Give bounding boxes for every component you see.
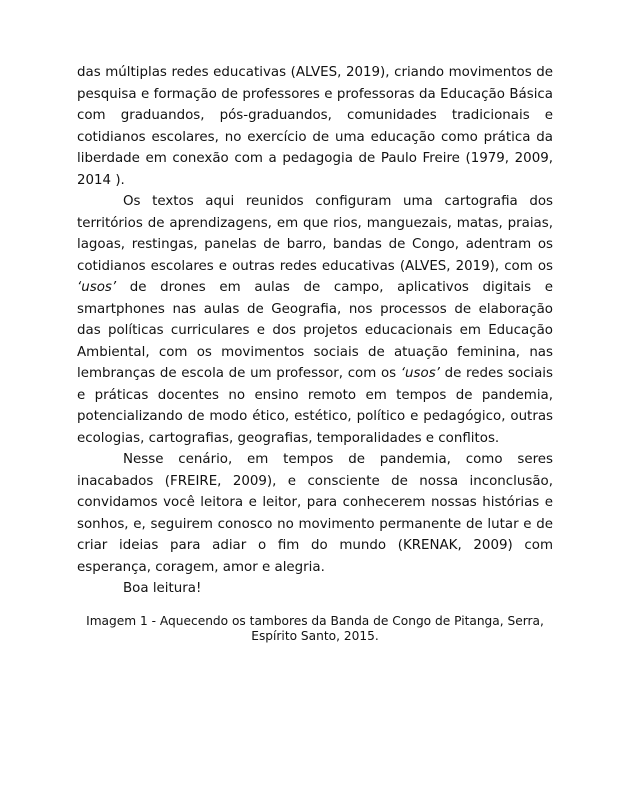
paragraph-3 xyxy=(77,449,553,578)
image-caption xyxy=(77,614,553,644)
paragraph-2-usos-2: ‘usos’ xyxy=(400,366,440,381)
paragraph-2-usos-1: ‘usos’ xyxy=(77,280,117,295)
image-caption-line-2: Espírito Santo, 2015. xyxy=(251,628,379,643)
paragraph-3-text: Nesse cenário, em tempos de pandemia, como seres inacabados (FREIRE, 2009), e consciente de nossa inconclusão, convidamos você leitora e leitor, para conhecerem nossas histórias e sonhos, e, seguirem conosco no movimento permanente de lutar e de criar ideias para adiar o fim do mundo (KRENAK, 2009) com esperança, coragem, amor e alegria. xyxy=(77,452,553,575)
closing-line-text: Boa leitura! xyxy=(123,581,202,596)
paragraph-2 xyxy=(77,191,553,449)
closing-line xyxy=(77,578,553,600)
paragraph-1 xyxy=(77,62,553,191)
paragraph-2-text-a: Os textos aqui reunidos configuram uma cartografia dos territórios de aprendizagens, em que rios, manguezais, matas, praias, lagoas, restingas, panelas de barro, bandas de Congo, adentram os cotidianos escolares e outras redes educativas (ALVES, 2019), com os xyxy=(77,194,553,274)
paragraph-1-text: das múltiplas redes educativas (ALVES, 2019), criando movimentos de pesquisa e formação de professores e professoras da Educação Básica com graduandos, pós-graduandos, comunidades tradicionais e cotidianos escolares, no exercício de uma educação como prática da liberdade em conexão com a pedagogia de Paulo Freire (1979, 2009, 2014 ). xyxy=(77,65,553,188)
paragraph-2-text-c: de redes sociais e práticas docentes no ensino remoto em tempos de pandemia, potencializando de modo ético, estético, político e pedagógico, outras ecologias, cartografias, geografias, temporalidades e conflitos. xyxy=(77,366,553,446)
document-page xyxy=(77,62,553,644)
paragraph-2-text-b: de drones em aulas de campo, aplicativos digitais e smartphones nas aulas de Geografia, nos processos de elaboração das políticas curriculares e dos projetos educacionais em Educação Ambiental, com os movimentos sociais de atuação feminina, nas lembranças de escola de um professor, com os xyxy=(77,280,553,381)
image-caption-line-1: Imagem 1 - Aquecendo os tambores da Banda de Congo de Pitanga, Serra, xyxy=(86,613,544,628)
